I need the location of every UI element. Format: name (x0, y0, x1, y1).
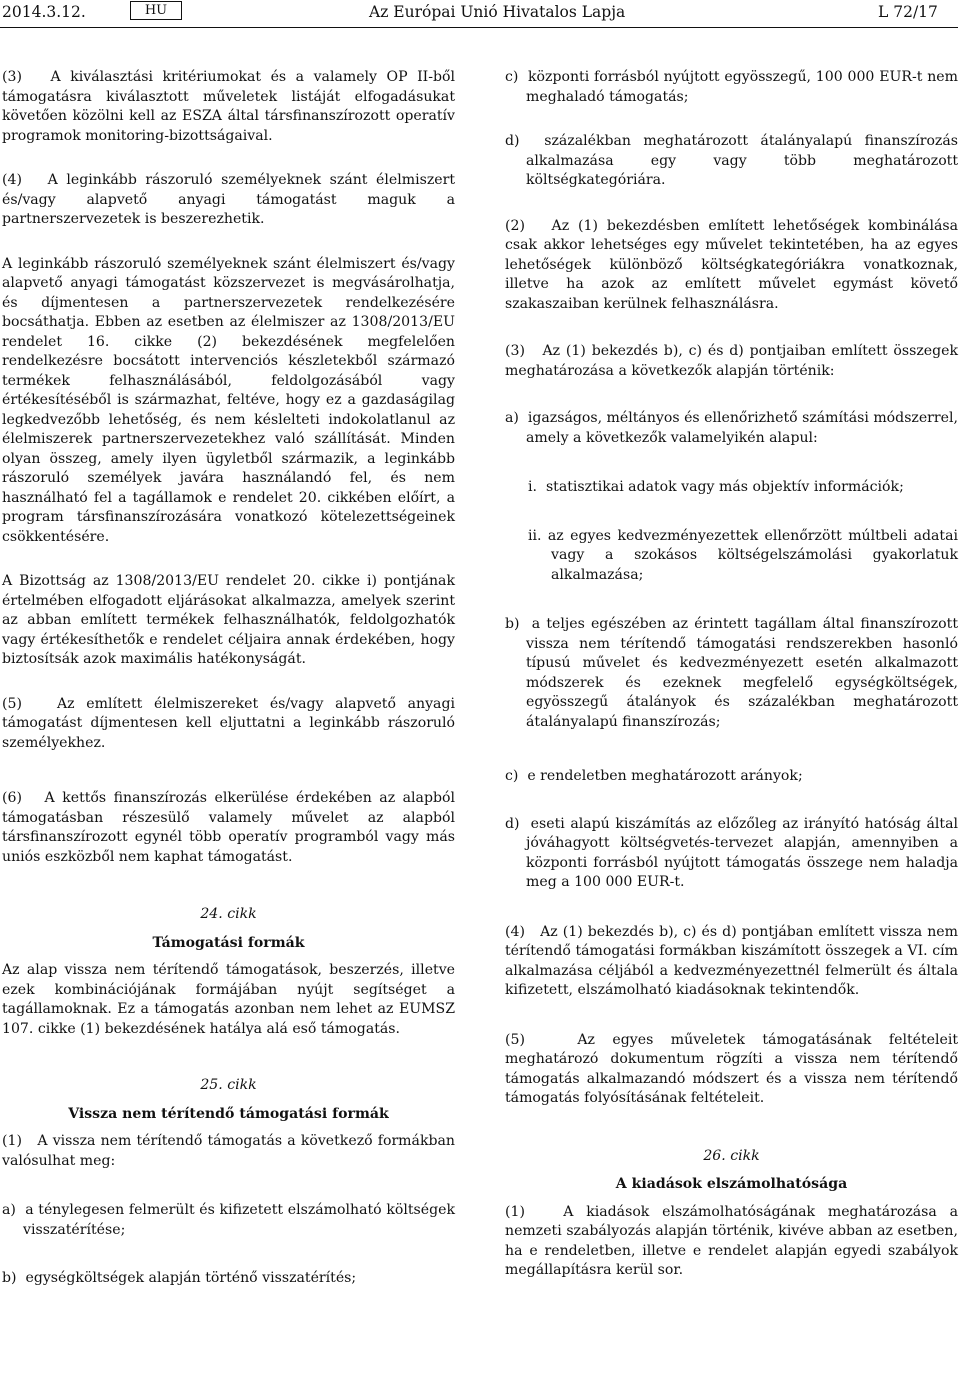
paragraph-5: (5) Az említett élelmiszereket és/vagy alapvető anyagi támogatást díjmentesen kell eljuttatni a leginkább rászoruló személyekhez. (2, 695, 455, 751)
point-b: b) a teljes egészében az érintett tagállam által finanszírozott vissza nem térítendő támogatási rendszerekben hasonló típusú művelet és kedvezményezett esetén alkalmazott módszerek és ezeknek megfelelő egységköltségek, egyösszegű átalányok és százalékban meghatározott átalányalapú finanszírozás; (505, 616, 958, 730)
paragraph-5: (5) Az egyes műveletek támogatásának feltételeit meghatározó dokumentum rögzíti a vissza nem térítendő támogatás alkalmazandó módszert és a vissza nem térítendő támogatás folyósításának feltételeit. (505, 1031, 958, 1106)
page-header (0, 0, 960, 30)
paragraph-4-commission: A Bizottság az 1308/2013/EU rendelet 20. cikke i) pontjának értelmében elfogadott eljárásokat alkalmazza, amelyek szerint az abban említett termékek felhasználhatók, feldolgozhatók vagy értékesíthetők e rendelet céljaira annak érdekében, hogy biztosítsák azok maximális hatékonyságát. (2, 573, 455, 667)
point-a: a) igazságos, méltányos és ellenőrizhető számítási módszerrel, amely a következők valamelyikén alapul: (505, 410, 958, 446)
paragraph-3: (3) A kiválasztási kritériumokat és a valamely OP II-ből támogatásra kiválasztott műveletek listáját elfogadásukat követően közölni kell az ESZA által társfinanszírozott operatív programok monitoring-bizottságaival. (2, 69, 455, 144)
header-rule (0, 27, 958, 28)
article-25-title: Vissza nem térítendő támogatási formák (68, 1105, 389, 1122)
point-a-i: i. statisztikai adatok vagy más objektív információk; (528, 479, 904, 495)
article-24-title: Támogatási formák (152, 934, 305, 951)
article-26-para-1: (1) A kiadások elszámolhatóságának meghatározása a nemzeti szabályozás alapján történik, kivéve abban az esetben, ha e rendeletben, illetve e rendelet alapján egyedi szabályok megállapításra kerül sor. (505, 1203, 958, 1278)
page-number: L 72/17 (878, 3, 938, 21)
article-25-para-1: (1) A vissza nem térítendő támogatás a következő formákban valósulhat meg: (2, 1133, 455, 1169)
paragraph-2: (2) Az (1) bekezdésben említett lehetőségek kombinálása csak akkor lehetséges egy művelet tekintetében, ha az egyes lehetőségek különböző költségkategóriákra vonatkoznak, illetve ha azok az említett művelet egymást követő szakaszaiban kerülnek felhasználásra. (505, 217, 958, 312)
article-25-point-b: b) egységköltségek alapján történő visszatérítés; (2, 1270, 357, 1286)
point-c2: c) e rendeletben meghatározott arányok; (505, 768, 803, 784)
paragraph-4: (4) A leginkább rászoruló személyeknek szánt élelmiszert és/vagy alapvető anyagi támogatást maguk a partnerszervezetek is beszerezhetik. (2, 172, 455, 227)
paragraph-4: (4) Az (1) bekezdés b), c) és d) pontjában említett vissza nem térítendő támogatási formákban kiszámított összegek a VI. cím alkalmazása céljából a kedvezményezettnél felmerült és általa kifizetett, elszámolható kiadásoknak tekintendők. (505, 923, 958, 998)
article-24-text: Az alap vissza nem térítendő támogatások, beszerzés, illetve ezek kombinációjának formájában nyújt segítséget a tagállamoknak. Ez a támogatás azonban nem lehet az EUMSZ 107. cikke (1) bekezdésének hatálya alá eső támogatás. (2, 962, 455, 1037)
right-column (505, 68, 958, 1281)
journal-title: Az Európai Unió Hivatalos Lapja (369, 3, 626, 21)
paragraph-3: (3) Az (1) bekezdés b), c) és d) pontjaiban említett összegek meghatározása a következők alapján történik: (505, 343, 958, 379)
point-c: c) központi forrásból nyújtott egyösszegű, 100 000 EUR-t nem meghaladó támogatás; (505, 69, 958, 105)
paragraph-4-cont: A leginkább rászoruló személyeknek szánt élelmiszert és/vagy alapvető anyagi támogatást közszervezet is megvásárolhatja, és díjmentesen a partnerszervezetek rendelkezésére bocsáthatja. Ebben az esetben az élelmiszer az 1308/2013/EU rendelet 16. cikke (2) bekezdésének megfelelően rendelkezésre bocsátott intervenciós készletekből származó termékek felhasználásából, feldolgozásából vagy értékesítéséből is származhat, feltéve, hogy ez a gazdaságilag legkedvezőbb lehetőség, és nem késlelteti indokolatlanul az élelmiszerek partnerszervezetekhez való szállítását. Minden olyan összeg, amely ilyen ügyletből származik, a leginkább rászoruló személyek javára használandó fel, és nem használható fel a tagállamok e rendelet 20. cikkében előírt, a program társfinanszírozására vonatkozó kötelezettségeinek csökkentésére. (2, 255, 455, 545)
article-24-number: 24. cikk (200, 906, 257, 922)
publication-date: 2014.3.12. (2, 3, 86, 21)
article-25-number: 25. cikk (200, 1077, 257, 1093)
paragraph-6: (6) A kettős finanszírozás elkerülése érdekében az alapból támogatásban részesülő valamely művelet az alapból társfinanszírozott egynél több operatív programból vagy más uniós eszközből nem kaphat támogatást. (2, 790, 455, 865)
left-column (2, 68, 455, 1289)
article-26-number: 26. cikk (703, 1147, 760, 1164)
point-d2: d) eseti alapú kiszámítás az előzőleg az irányító hatóság által jóváhagyott költségvetés-tervezet alapján, amennyiben a központi forrásból nyújtott támogatás összege nem haladja meg a 100 000 EUR-t. (505, 815, 958, 890)
article-25-point-a: a) a ténylegesen felmerült és kifizetett elszámolható költségek visszatérítése; (2, 1202, 455, 1238)
article-26-title: A kiadások elszámolhatósága (615, 1176, 848, 1192)
point-d: d) százalékban meghatározott átalányalapú finanszírozás alkalmazása egy vagy több meghatározott költségkategóriára. (505, 133, 958, 188)
language-badge: HU (130, 1, 182, 20)
point-a-ii: ii. az egyes kedvezményezettek ellenőrzött múltbeli adatai vagy a szokásos költségelszámolási gyakorlatuk alkalmazása; (528, 527, 958, 583)
